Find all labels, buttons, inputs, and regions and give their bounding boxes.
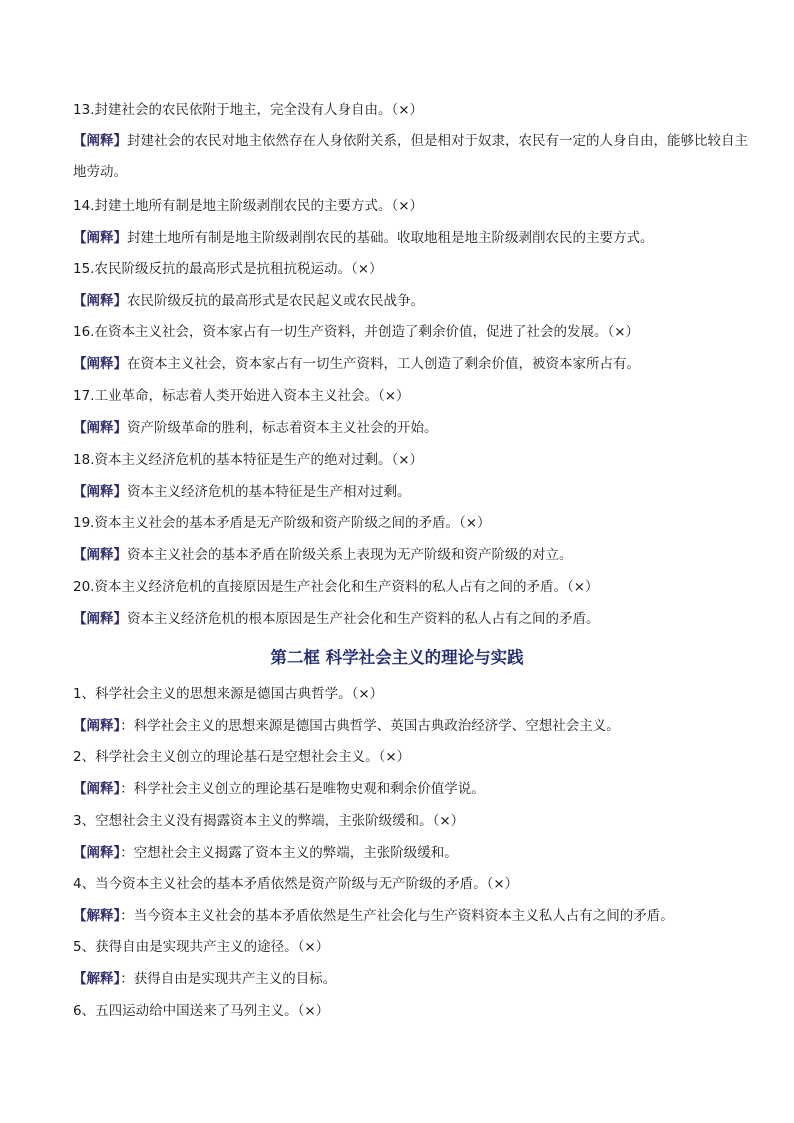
explanation-b1 — [73, 716, 754, 736]
explanation-tag: 【阐释】 — [73, 484, 127, 500]
explanation-tag: 【阐释】 — [73, 781, 121, 797]
explanation-text: 资产阶级革命的胜利，标志着资本主义社会的开始。 — [127, 420, 438, 436]
explanation-tag: 【阐释】 — [73, 356, 127, 372]
explanation-text: ：科学社会主义创立的理论基石是唯物史观和剩余价值学说。 — [120, 781, 485, 797]
question-15: 15.农民阶级反抗的最高形式是抗租抗税运动。（×） — [73, 261, 383, 277]
explanation-text: 封建土地所有制是地主阶级剥削农民的基础。收取地租是地主阶级剥削农民的主要方式。 — [127, 230, 654, 246]
question-19: 19.资本主义社会的基本矛盾是无产阶级和资产阶级之间的矛盾。（×） — [73, 515, 491, 531]
explanation-text: 资本主义社会的基本矛盾在阶级关系上表现为无产阶级和资产阶级的对立。 — [127, 547, 573, 563]
question-18: 18.资本主义经济危机的基本特征是生产的绝对过剩。（×） — [73, 452, 424, 468]
explanation-20 — [73, 609, 754, 629]
question-20: 20.资本主义经济危机的直接原因是生产社会化和生产资料的私人占有之间的矛盾。（×） — [73, 579, 599, 595]
explanation-text: 农民阶级反抗的最高形式是农民起义或农民战争。 — [127, 293, 424, 309]
explanation-tag: 【阐释】 — [73, 133, 127, 149]
question-b2: 2、科学社会主义创立的理论基石是空想社会主义。（×） — [73, 749, 411, 765]
explanation-tag: 【阐释】 — [73, 293, 127, 309]
explanation-b2 — [73, 779, 754, 799]
explanation-text: 资本主义经济危机的基本特征是生产相对过剩。 — [127, 484, 411, 500]
section-title: 第二框 科学社会主义的理论与实践 — [270, 648, 524, 667]
explanation-13 — [73, 126, 754, 188]
explanation-text: 在资本主义社会，资本家占有一切生产资料，工人创造了剩余价值，被资本家所占有。 — [127, 356, 640, 372]
question-b4: 4、当今资本主义社会的基本矛盾依然是资产阶级与无产阶级的矛盾。（×） — [73, 876, 519, 892]
explanation-19 — [73, 545, 754, 565]
explanation-tag: 【阐释】 — [73, 420, 127, 436]
explanation-14 — [73, 228, 754, 248]
explanation-15 — [73, 291, 754, 311]
question-b3: 3、空想社会主义没有揭露资本主义的弊端，主张阶级缓和。（×） — [73, 813, 465, 829]
question-16: 16.在资本主义社会，资本家占有一切生产资料，并创造了剩余价值，促进了社会的发展。（×） — [73, 324, 640, 340]
explanation-tag: 【阐释】 — [73, 718, 121, 734]
explanation-text: ：获得自由是实现共产主义的目标。 — [120, 971, 337, 987]
explanation-tag: 【解释】 — [73, 971, 121, 987]
explanation-tag: 【阐释】 — [73, 611, 127, 627]
explanation-text: 资本主义经济危机的根本原因是生产社会化和生产资料的私人占有之间的矛盾。 — [127, 611, 600, 627]
explanation-16 — [73, 354, 754, 374]
explanation-tag: 【阐释】 — [73, 845, 121, 861]
explanation-17 — [73, 418, 754, 438]
explanation-tag: 【阐释】 — [73, 547, 127, 563]
question-b6: 6、五四运动给中国送来了马列主义。（×） — [73, 1003, 330, 1019]
explanation-text: ：当今资本主义社会的基本矛盾依然是生产社会化与生产资料资本主义私人占有之间的矛盾。 — [120, 908, 674, 924]
explanation-text: ：空想社会主义揭露了资本主义的弊端，主张阶级缓和。 — [120, 845, 458, 861]
explanation-b4 — [73, 906, 754, 926]
explanation-text: 封建社会的农民对地主依然存在人身依附关系，但是相对于奴隶，农民有一定的人身自由，能够比较自主地劳动。 — [73, 133, 748, 180]
question-14: 14.封建土地所有制是地主阶级剥削农民的主要方式。（×） — [73, 198, 424, 214]
explanation-tag: 【解释】 — [73, 908, 121, 924]
explanation-b5 — [73, 969, 754, 989]
explanation-text: ：科学社会主义的思想来源是德国古典哲学、英国古典政治经济学、空想社会主义。 — [120, 718, 620, 734]
question-b5: 5、获得自由是实现共产主义的途径。（×） — [73, 939, 330, 955]
explanation-18 — [73, 482, 754, 502]
question-13: 13.封建社会的农民依附于地主，完全没有人身自由。（×） — [73, 102, 424, 118]
question-b1: 1、科学社会主义的思想来源是德国古典哲学。（×） — [73, 686, 384, 702]
explanation-tag: 【阐释】 — [73, 230, 127, 246]
explanation-b3 — [73, 843, 754, 863]
question-17: 17.工业革命，标志着人类开始进入资本主义社会。（×） — [73, 388, 410, 404]
